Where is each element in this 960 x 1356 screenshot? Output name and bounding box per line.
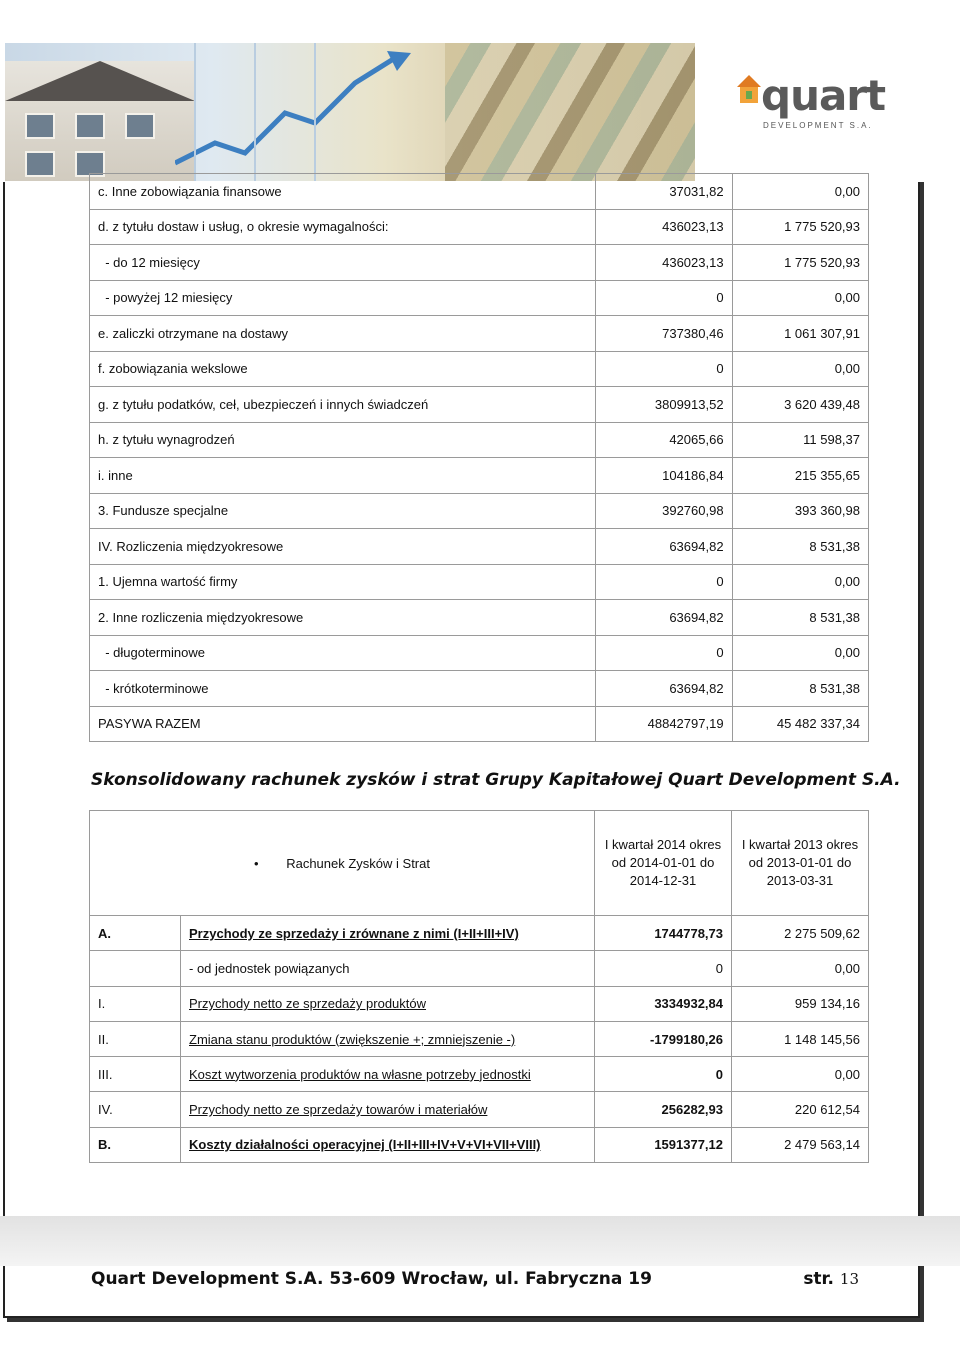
row-value-2013: 2 479 563,14 (732, 1127, 869, 1162)
row-value-2014: 3809913,52 (595, 387, 732, 423)
row-label: Zmiana stanu produktów (zwiększenie +; zmniejszenie -) (181, 1021, 595, 1056)
row-value-2014: 436023,13 (595, 209, 732, 245)
row-label: - długoterminowe (90, 635, 596, 671)
row-value-2014: 63694,82 (595, 529, 732, 565)
page-num: 13 (839, 1270, 859, 1288)
row-label: c. Inne zobowiązania finansowe (90, 174, 596, 210)
row-value-2013: 1 148 145,56 (732, 1021, 869, 1056)
table-row (90, 493, 869, 529)
row-index: II. (90, 1021, 181, 1056)
header-col-2013-line2: od 2013-01-01 do (748, 855, 852, 870)
logo-subtitle: DEVELOPMENT S.A. (763, 121, 873, 130)
row-value-2013: 0,00 (732, 951, 869, 986)
row-value-2013: 8 531,38 (732, 671, 868, 707)
bullet: • (254, 855, 259, 871)
row-label: e. zaliczki otrzymane na dostawy (90, 316, 596, 352)
row-value-2014: 0 (595, 564, 732, 600)
header-banner-image (5, 43, 695, 181)
row-label: i. inne (90, 458, 596, 494)
table-row (90, 1057, 869, 1092)
row-label: 2. Inne rozliczenia międzyokresowe (90, 600, 596, 636)
row-label: PASYWA RAZEM (90, 706, 596, 742)
row-index: I. (90, 986, 181, 1021)
row-value-2014: 1744778,73 (595, 916, 732, 951)
row-label: - do 12 miesięcy (90, 245, 596, 281)
row-value-2014: -1799180,26 (595, 1021, 732, 1056)
row-value-2014: 104186,84 (595, 458, 732, 494)
row-index: IV. (90, 1092, 181, 1127)
table-row (90, 916, 869, 951)
row-value-2013: 3 620 439,48 (732, 387, 868, 423)
table-row (90, 422, 869, 458)
row-value-2014: 48842797,19 (595, 706, 732, 742)
row-index: III. (90, 1057, 181, 1092)
growth-chart-graphic (175, 43, 425, 181)
page-footer (91, 1269, 871, 1289)
header-col-2014-line3: 2014-12-31 (629, 873, 697, 888)
table-row (90, 387, 869, 423)
table-row (90, 174, 869, 210)
row-value-2013: 45 482 337,34 (732, 706, 868, 742)
row-value-2013: 2 275 509,62 (732, 916, 869, 951)
row-label: Przychody netto ze sprzedaży produktów (181, 986, 595, 1021)
page-label: str. (803, 1269, 834, 1289)
table-row (90, 564, 869, 600)
row-label: - krótkoterminowe (90, 671, 596, 707)
row-label: Koszty działalności operacyjnej (I+II+III+IV+V+VI+VII+VIII) (181, 1127, 595, 1162)
row-value-2013: 0,00 (732, 635, 868, 671)
row-value-2013: 11 598,37 (732, 422, 868, 458)
row-label: 3. Fundusze specjalne (90, 493, 596, 529)
row-value-2013: 215 355,65 (732, 458, 868, 494)
table-row (90, 600, 869, 636)
row-value-2013: 0,00 (732, 351, 868, 387)
row-label: - powyżej 12 miesięcy (90, 280, 596, 316)
footer-band (0, 1216, 960, 1266)
row-value-2013: 0,00 (732, 280, 868, 316)
row-value-2013: 0,00 (732, 174, 868, 210)
row-value-2014: 0 (595, 1057, 732, 1092)
row-value-2013: 1 061 307,91 (732, 316, 868, 352)
row-label: h. z tytułu wynagrodzeń (90, 422, 596, 458)
table-row (90, 1092, 869, 1127)
row-value-2014: 256282,93 (595, 1092, 732, 1127)
row-value-2013: 1 775 520,93 (732, 245, 868, 281)
row-value-2013: 0,00 (732, 564, 868, 600)
row-index (90, 951, 181, 986)
row-value-2013: 1 775 520,93 (732, 209, 868, 245)
house-image (5, 61, 195, 181)
row-value-2013: 220 612,54 (732, 1092, 869, 1127)
table-row (90, 1127, 869, 1162)
table-row (90, 1021, 869, 1056)
row-label: Przychody netto ze sprzedaży towarów i materiałów (181, 1092, 595, 1127)
row-value-2014: 3334932,84 (595, 986, 732, 1021)
row-label: d. z tytułu dostaw i usług, o okresie wymagalności: (90, 209, 596, 245)
row-label: 1. Ujemna wartość firmy (90, 564, 596, 600)
table-row (90, 458, 869, 494)
table-row (90, 351, 869, 387)
row-value-2013: 8 531,38 (732, 529, 868, 565)
company-logo (695, 43, 916, 181)
header-col-2013-line3: 2013-03-31 (766, 873, 834, 888)
row-value-2014: 392760,98 (595, 493, 732, 529)
row-value-2013: 0,00 (732, 1057, 869, 1092)
header-col-2013 (732, 811, 869, 916)
logo-wordmark: quart (761, 71, 886, 120)
row-value-2014: 436023,13 (595, 245, 732, 281)
row-value-2014: 0 (595, 351, 732, 387)
row-label: g. z tytułu podatków, ceł, ubezpieczeń i innych świadczeń (90, 387, 596, 423)
row-label: Koszt wytworzenia produktów na własne potrzeby jednostki (181, 1057, 595, 1092)
table-row (90, 635, 869, 671)
logo-house-icon (735, 73, 763, 105)
row-value-2013: 8 531,38 (732, 600, 868, 636)
banknotes-image (445, 43, 695, 181)
row-label: IV. Rozliczenia międzyokresowe (90, 529, 596, 565)
table-row (90, 529, 869, 565)
section-title: Skonsolidowany rachunek zysków i strat Grupy Kapitałowej Quart Development S.A. (91, 770, 901, 790)
table-row (90, 280, 869, 316)
table-row (90, 671, 869, 707)
table-row (90, 951, 869, 986)
row-index: B. (90, 1127, 181, 1162)
row-value-2014: 42065,66 (595, 422, 732, 458)
row-value-2014: 737380,46 (595, 316, 732, 352)
page-number (803, 1269, 859, 1289)
header-col-2014 (595, 811, 732, 916)
header-label: Rachunek Zysków i Strat (286, 855, 430, 871)
table-row (90, 245, 869, 281)
row-value-2014: 0 (595, 280, 732, 316)
row-label: - od jednostek powiązanych (181, 951, 595, 986)
header-band (0, 0, 960, 182)
row-value-2014: 0 (595, 951, 732, 986)
row-value-2014: 0 (595, 635, 732, 671)
row-value-2014: 37031,82 (595, 174, 732, 210)
table-row (90, 209, 869, 245)
header-label-cell (90, 811, 595, 916)
header-col-2014-line1: I kwartał 2014 okres (604, 837, 722, 852)
table-row (90, 986, 869, 1021)
balance-sheet-table (89, 173, 869, 742)
footer-address: Quart Development S.A. 53-609 Wrocław, ul. Fabryczna 19 (91, 1269, 652, 1289)
header-col-2013-line1: I kwartał 2013 okres (741, 837, 859, 852)
row-value-2014: 1591377,12 (595, 1127, 732, 1162)
row-label: f. zobowiązania wekslowe (90, 351, 596, 387)
row-index: A. (90, 916, 181, 951)
table-row (90, 316, 869, 352)
row-value-2013: 393 360,98 (732, 493, 868, 529)
header-col-2014-line2: od 2014-01-01 do (611, 855, 715, 870)
row-value-2013: 959 134,16 (732, 986, 869, 1021)
table-header-row (90, 811, 869, 916)
row-value-2014: 63694,82 (595, 600, 732, 636)
income-statement-table (89, 810, 869, 1163)
table-row (90, 706, 869, 742)
row-value-2014: 63694,82 (595, 671, 732, 707)
row-label: Przychody ze sprzedaży i zrównane z nimi (I+II+III+IV) (181, 916, 595, 951)
